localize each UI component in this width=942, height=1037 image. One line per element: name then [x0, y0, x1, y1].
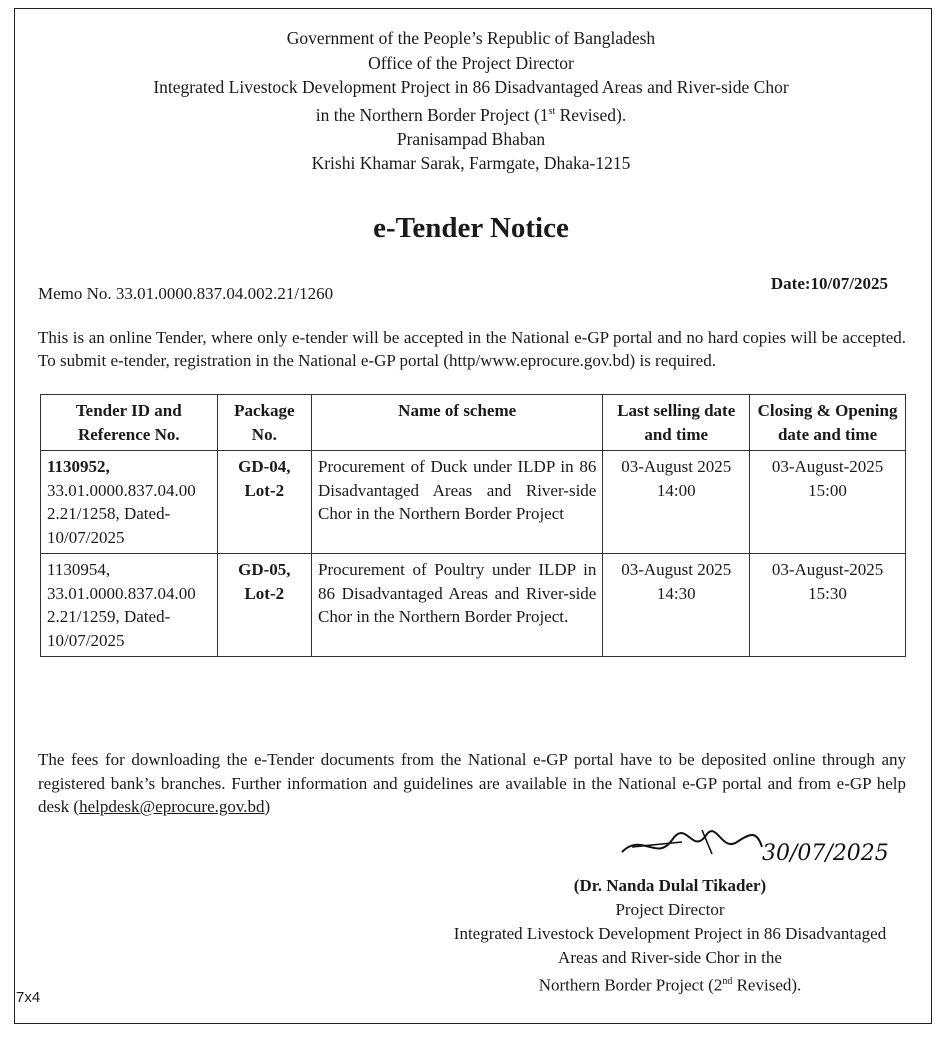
header-scheme: Name of scheme — [312, 395, 603, 451]
tender-table — [40, 394, 906, 657]
reference-no: 33.01.0000.837.04.00 2.21/1259, Dated-10/07/2025 — [47, 583, 196, 650]
header-government: Government of the People’s Republic of Bangladesh — [286, 28, 656, 48]
header-tender-id: Tender ID and Reference No. — [41, 395, 218, 451]
signature-date: 30/07/2025 — [762, 841, 889, 866]
signatory-project-1: Integrated Livestock Development Project in 86 Disadvantaged — [453, 924, 887, 943]
signature-block — [420, 874, 920, 998]
corner-label: 7x4 — [16, 989, 41, 1006]
header-project-cont: in the Northern Border Project (1st Revised). — [315, 104, 627, 125]
header-package: Package No. — [217, 395, 311, 451]
signatory-project-2: Areas and River-side Chor in the — [558, 948, 782, 967]
header-building: Pranisampad Bhaban — [396, 128, 546, 149]
package-cell: GD-05, Lot-2 — [217, 554, 311, 657]
table-row — [41, 451, 906, 554]
signatory-designation: Project Director — [615, 900, 725, 919]
tender-id: 1130954, — [47, 560, 111, 579]
header-office: Office of the Project Director — [368, 52, 574, 73]
fees-paragraph: The fees for downloading the e-Tender documents from the National e-GP portal have to be deposited online through any registered bank’s branches. Further information and guidelines are available in the National e-GP portal and from e-GP help desk (helpdesk@eprocure.gov.bd) — [38, 750, 906, 816]
header-project: Integrated Livestock Development Project in 86 Disadvantaged Areas and River-side Chor — [153, 77, 789, 97]
closing-cell: 03-August-2025 15:00 — [750, 451, 906, 554]
tender-id-cell — [41, 554, 218, 657]
table-header-row — [41, 395, 906, 451]
header-closing: Closing & Opening date and time — [750, 395, 906, 451]
tender-id-cell — [41, 451, 218, 554]
reference-no: 33.01.0000.837.04.00 2.21/1258, Dated-10/07/2025 — [47, 480, 196, 547]
notice-title: e-Tender Notice — [373, 212, 569, 244]
memo-number: Memo No. 33.01.0000.837.04.002.21/1260 — [38, 284, 334, 303]
table-row — [41, 554, 906, 657]
closing-cell: 03-August-2025 15:30 — [750, 554, 906, 657]
letterhead — [0, 26, 942, 176]
intro-paragraph: This is an online Tender, where only e-tender will be accepted in the National e-GP portal and no hard copies will be accepted. To submit e-tender, registration in the National e-GP portal (http/www.eprocure.gov.bd) is required. — [38, 328, 906, 370]
scheme-cell: Procurement of Duck under ILDP in 86 Disadvantaged Areas and River-side Chor in the Northern Border Project — [312, 451, 603, 554]
signatory-project-3: Northern Border Project (2nd Revised). — [538, 975, 802, 995]
header-last-selling: Last selling date and time — [603, 395, 750, 451]
helpdesk-email-link[interactable]: helpdesk@eprocure.gov.bd — [79, 797, 265, 816]
notice-date: Date:10/07/2025 — [770, 274, 888, 293]
tender-id: 1130952, — [47, 457, 110, 476]
header-address: Krishi Khamar Sarak, Farmgate, Dhaka-1215 — [311, 153, 631, 174]
last-selling-cell: 03-August 2025 14:00 — [603, 451, 750, 554]
signature-image — [612, 812, 889, 874]
last-selling-cell: 03-August 2025 14:30 — [603, 554, 750, 657]
scheme-cell: Procurement of Poultry under ILDP in 86 Disadvantaged Areas and River-side Chor in the Northern Border Project. — [312, 554, 603, 657]
package-cell: GD-04, Lot-2 — [217, 451, 311, 554]
signatory-name: (Dr. Nanda Dulal Tikader) — [573, 876, 767, 895]
